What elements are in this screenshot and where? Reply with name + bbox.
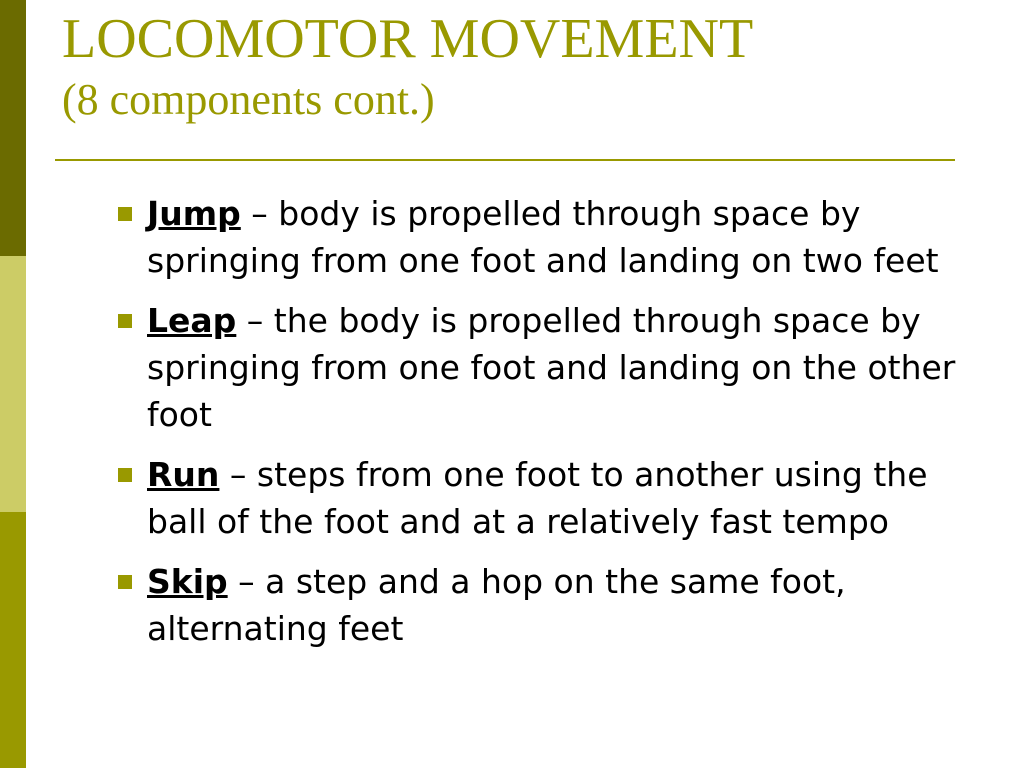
bullet-item-leap	[115, 297, 985, 438]
sidebar-band-middle	[0, 256, 26, 512]
bullet-term: Jump	[147, 194, 241, 233]
slide-title	[62, 8, 962, 128]
sidebar-band-top	[0, 0, 26, 256]
title-divider	[55, 159, 955, 161]
slide-title-main: LOCOMOTOR MOVEMENT	[62, 8, 754, 70]
bullet-definition: – a step and a hop on the same foot, alternating feet	[147, 562, 846, 648]
bullet-list	[115, 190, 985, 665]
bullet-term: Leap	[147, 301, 237, 340]
bullet-item-run	[115, 451, 985, 545]
bullet-definition: – body is propelled through space by springing from one foot and landing on two feet	[147, 194, 939, 280]
square-bullet-icon	[118, 575, 132, 589]
bullet-item-jump	[115, 190, 985, 284]
slide-title-sub: (8 components cont.)	[62, 75, 435, 124]
bullet-term: Run	[147, 455, 220, 494]
square-bullet-icon	[118, 207, 132, 221]
bullet-definition: – the body is propelled through space by springing from one foot and landing on the other foot	[147, 301, 956, 434]
bullet-definition: – steps from one foot to another using the ball of the foot and at a relatively fast tempo	[147, 455, 928, 541]
bullet-item-skip	[115, 558, 985, 652]
square-bullet-icon	[118, 314, 132, 328]
bullet-term: Skip	[147, 562, 228, 601]
square-bullet-icon	[118, 468, 132, 482]
sidebar-band-bottom	[0, 512, 26, 768]
